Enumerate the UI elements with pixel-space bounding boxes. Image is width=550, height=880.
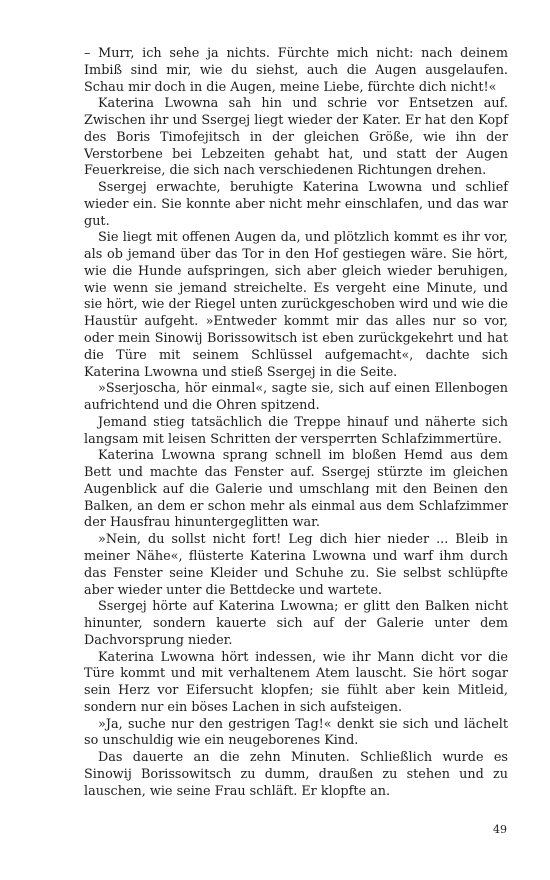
paragraph-5: »Sserjoscha, hör einmal«, sagte sie, sich auf einen Ellenbogen aufrichtend und die Ohren spitzend. [84, 381, 508, 414]
paragraph-6: Jemand stieg tatsächlich die Treppe hinauf und näherte sich langsam mit leisen Schritten der versperrten Schlafzimmertüre. [84, 414, 508, 447]
paragraph-11: »Ja, suche nur den gestrigen Tag!« denkt sie sich und lächelt so unschuldig wie ein neugeborenes Kind. [84, 716, 508, 749]
paragraph-4: Sie liegt mit offenen Augen da, und plötzlich kommt es ihr vor, als ob jemand über das Tor in den Hof gestiegen wäre. Sie hört, wie die Hunde aufspringen, sich aber gleich wieder beruhigen, wie wenn sie jemand streichelte. Es vergeht eine Minute, und sie hört, wie der Riegel unten zurückgeschoben wird und wie die Haustür aufgeht. »Entweder kommt mir das alles nur so vor, oder mein Sinowij Borissowitsch ist eben zurückgekehrt und hat die Türe mit seinem Schlüssel aufgemacht«, dachte sich Katerina Lwowna und stieß Ssergej in die Seite. [84, 230, 508, 380]
paragraph-10: Katerina Lwowna hört indessen, wie ihr Mann dicht vor die Türe kommt und mit verhaltenem Atem lauscht. Sie hört sogar sein Herz vor Eifersucht klopfen; sie fühlt aber kein Mitleid, sondern nur ein böses Lachen in sich aufsteigen. [84, 649, 508, 715]
paragraph-9: Ssergej hörte auf Katerina Lwowna; er glitt den Balken nicht hinunter, sondern kauerte sich auf der Galerie unter dem Dachvorsprung nieder. [84, 599, 508, 648]
paragraph-12: Das dauerte an die zehn Minuten. Schließlich wurde es Sinowij Borissowitsch zu dumm, draußen zu stehen und zu lauschen, wie seine Frau schläft. Er klopfte an. [84, 750, 508, 799]
page-number: 49 [493, 823, 507, 836]
page-body [84, 46, 508, 800]
paragraph-2: Katerina Lwowna sah hin und schrie vor Entsetzen auf. Zwischen ihr und Ssergej liegt wieder der Kater. Er hat den Kopf des Boris Timofejitsch in der gleichen Größe, wie ihn der Verstorbene bei Lebzeiten gehabt hat, und statt der Augen Feuerkreise, die sich nach verschiedenen Richtungen drehen. [84, 96, 508, 179]
paragraph-3: Ssergej erwachte, beruhigte Katerina Lwowna und schlief wieder ein. Sie konnte aber nicht mehr einschlafen, und das war gut. [84, 180, 508, 229]
paragraph-8: »Nein, du sollst nicht fort! Leg dich hier nieder ... Bleib in meiner Nähe«, flüsterte Katerina Lwowna und warf ihm durch das Fenster seine Kleider und Schuhe zu. Sie selbst schlüpfte aber wieder unter die Bettdecke und wartete. [84, 532, 508, 598]
paragraph-7: Katerina Lwowna sprang schnell im bloßen Hemd aus dem Bett und machte das Fenster auf. Ssergej stürzte im gleichen Augenblick auf die Galerie und umschlang mit den Beinen den Balken, an dem er schon mehr als einmal aus dem Schlafzimmer der Hausfrau hinuntergeglitten war. [84, 448, 508, 531]
paragraph-1: – Murr, ich sehe ja nichts. Fürchte mich nicht: nach deinem Imbiß sind mir, wie du siehst, auch die Augen ausgelaufen. Schau mir doch in die Augen, meine Liebe, fürchte dich nicht!« [84, 46, 508, 95]
